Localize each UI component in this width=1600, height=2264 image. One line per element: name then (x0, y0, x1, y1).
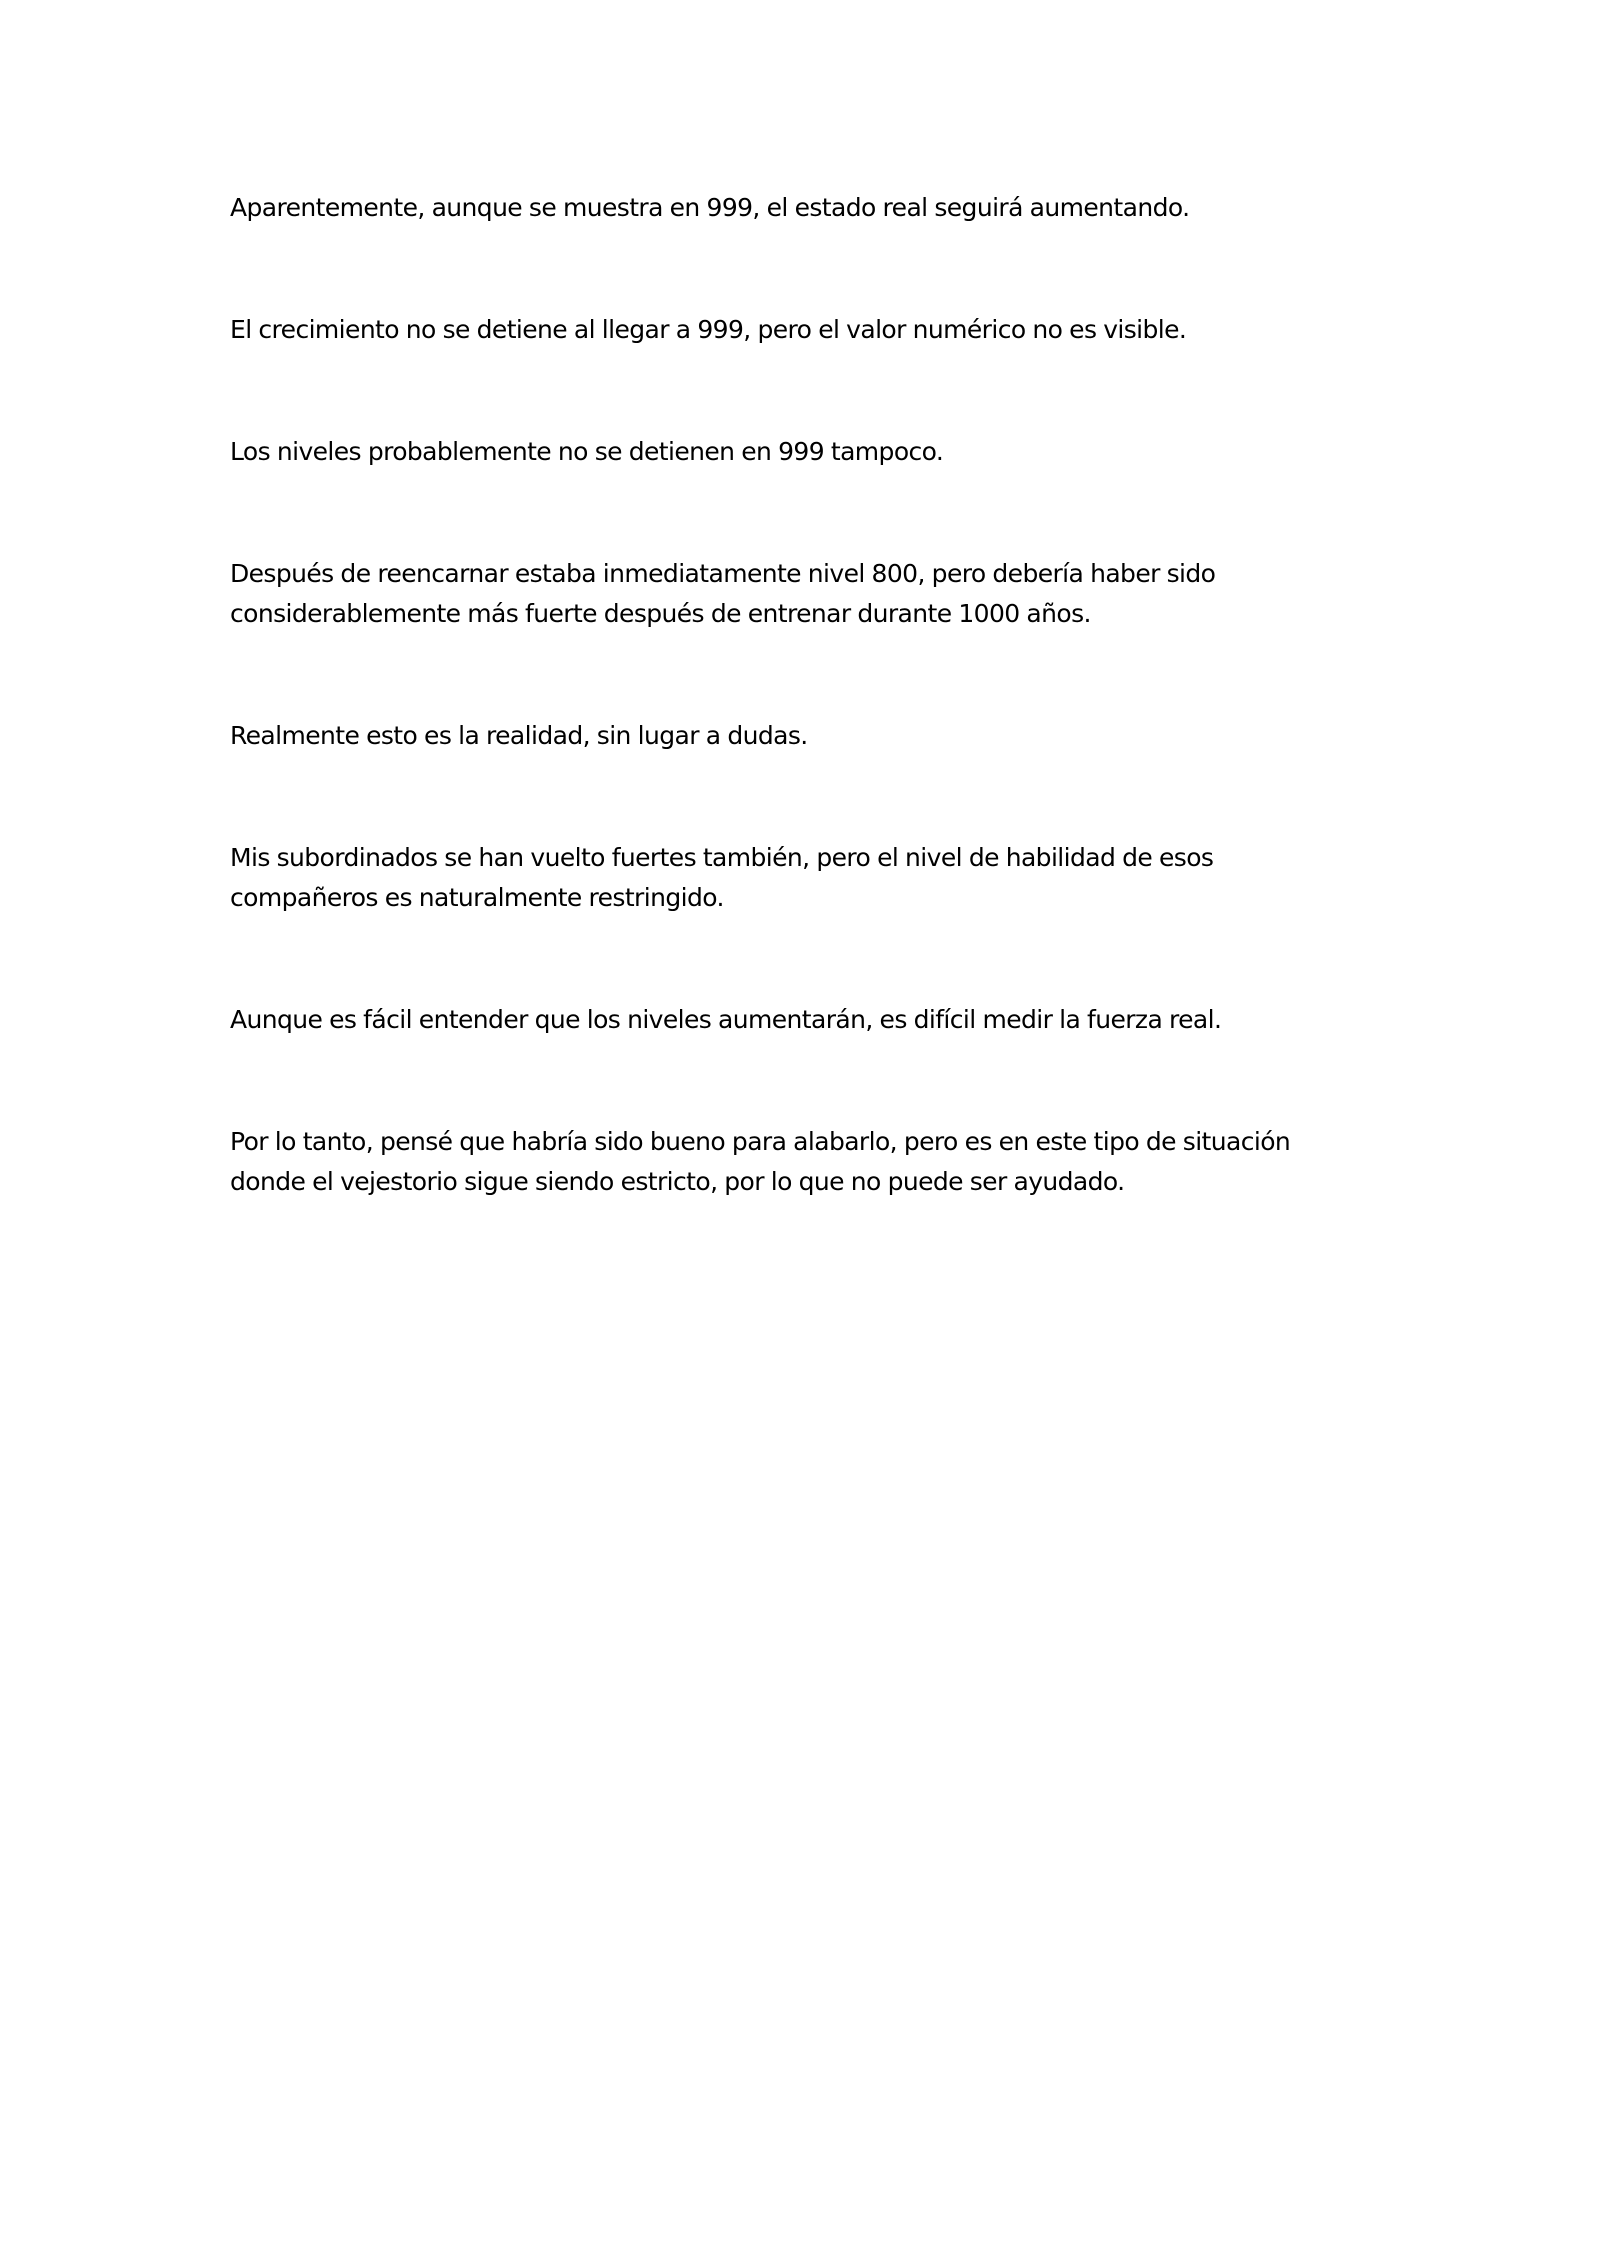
paragraph-4: Después de reencarnar estaba inmediatamente nivel 800, pero debería haber sido considerablemente más fuerte después de entrenar durante 1000 años. (230, 559, 1216, 628)
paragraph-1: Aparentemente, aunque se muestra en 999, el estado real seguirá aumentando. (230, 193, 1190, 222)
document-body (230, 188, 1370, 1284)
paragraph-7: Aunque es fácil entender que los niveles aumentarán, es difícil medir la fuerza real. (230, 1005, 1222, 1034)
paragraph-6: Mis subordinados se han vuelto fuertes también, pero el nivel de habilidad de esos compañeros es naturalmente restringido. (230, 843, 1214, 912)
paragraph-5: Realmente esto es la realidad, sin lugar a dudas. (230, 721, 808, 750)
paragraph-8: Por lo tanto, pensé que habría sido bueno para alabarlo, pero es en este tipo de situación donde el vejestorio sigue siendo estricto, por lo que no puede ser ayudado. (230, 1127, 1291, 1196)
paragraph-2: El crecimiento no se detiene al llegar a 999, pero el valor numérico no es visible. (230, 315, 1187, 344)
paragraph-3: Los niveles probablemente no se detienen en 999 tampoco. (230, 437, 944, 466)
